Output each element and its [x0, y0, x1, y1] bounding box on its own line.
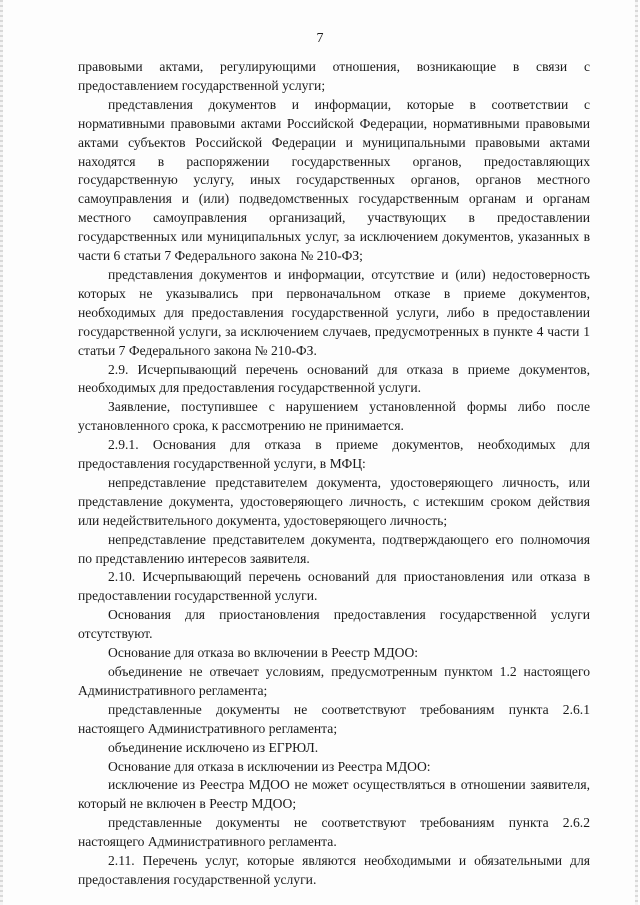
paragraph: объединение исключено из ЕГРЮЛ.	[108, 739, 319, 755]
paragraph: исключение из Реестра МДОО не может осуществляться в отношении заявителя, который не включен в Реестр МДОО;	[78, 777, 590, 812]
paragraph: представленные документы не соответствуют требованиям пункта 2.6.1 настоящего Административного регламента;	[78, 701, 590, 736]
paragraph: непредставление представителем документа, подтверждающего его полномочия по представлению интересов заявителя.	[78, 531, 590, 566]
paragraph: представления документов и информации, которые в соответствии с нормативными правовыми актами Российской Федерации, нормативными правовыми актами субъектов Российской Федерации и муниципальными правовыми актами находятся в распоряжении государственных органов, предоставляющих государственную услугу, иных государственных органов, органов местного самоуправления и (или) подведомственных государственным органам и органам местного самоуправления организаций, участвующих в предоставлении государственных или муниципальных услуг, за исключением документов, указанных в части 6 статьи 7 Федерального закона № 210-ФЗ;	[78, 96, 590, 264]
paragraph: представления документов и информации, отсутствие и (или) недостоверность которых не указывались при первоначальном отказе в приеме документов, необходимых для предоставления государственной услуги, либо в предоставлении государственной услуги, за исключением случаев, предусмотренных в пункте 4 части 1 статьи 7 Федерального закона № 210-ФЗ.	[78, 266, 590, 358]
paragraph: Основания для приостановления предоставления государственной услуги отсутствуют.	[78, 607, 590, 642]
scan-edge-right	[635, 0, 638, 905]
paragraph: представленные документы не соответствуют требованиям пункта 2.6.2 настоящего Административного регламента.	[78, 815, 590, 850]
paragraph: 2.9. Исчерпывающий перечень оснований для отказа в приеме документов, необходимых для предоставления государственной услуги.	[78, 361, 590, 396]
paragraph: Основание для отказа во включении в Реестр МДОО:	[108, 645, 419, 661]
paragraph: Основание для отказа в исключении из Реестра МДОО:	[108, 758, 431, 774]
paragraph: непредставление представителем документа, удостоверяющего личность, или представление документа, удостоверяющего личность, с истекшим сроком действия или недействительного документа, удостоверяющего личность;	[78, 474, 590, 528]
page-number: 7	[316, 31, 324, 46]
paragraph: правовыми актами, регулирующими отношения, возникающие в связи с предоставлением государственной услуги;	[78, 59, 590, 93]
scan-edge-left	[0, 0, 3, 905]
paragraph: 2.10. Исчерпывающий перечень оснований для приостановления или отказа в предоставлении государственной услуги.	[78, 569, 590, 604]
paragraph: Заявление, поступившее с нарушением установленной формы либо после установленного срока, к рассмотрению не принимается.	[78, 399, 590, 434]
body-text	[78, 58, 590, 890]
paragraph: 2.9.1. Основания для отказа в приеме документов, необходимых для предоставления государственной услуги, в МФЦ:	[78, 437, 590, 472]
paragraph: 2.11. Перечень услуг, которые являются необходимыми и обязательными для предоставления государственной услуги.	[78, 853, 590, 887]
paragraph: объединение не отвечает условиям, предусмотренным пунктом 1.2 настоящего Административного регламента;	[78, 664, 590, 698]
